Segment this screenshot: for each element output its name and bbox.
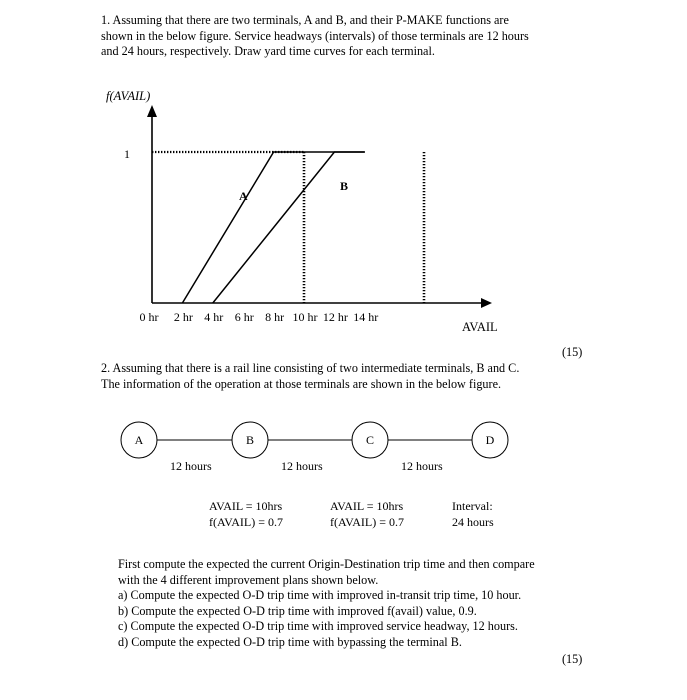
terminal-c-favail: f(AVAIL) = 0.7 (330, 515, 404, 529)
terminal-b-avail: AVAIL = 10hrs (209, 499, 283, 513)
tasks-points: (15) (562, 652, 583, 666)
tasks-intro-line-1: First compute the expected the current Origin-Destination trip time and then compare (118, 557, 535, 571)
y-tick-1: 1 (124, 147, 130, 161)
question-1-line-3: and 24 hours, respectively. Draw yard time curves for each terminal. (101, 44, 435, 58)
terminal-b-label: B (245, 433, 255, 447)
x-tick-label: 14 hr (353, 310, 379, 324)
tasks-intro-line-2: with the 4 different improvement plans shown below. (118, 572, 379, 587)
p-make-graph (0, 0, 687, 345)
task-item-d: d) Compute the expected O-D trip time with bypassing the terminal B. (118, 634, 462, 649)
rail-line-diagram (0, 415, 687, 540)
x-tick-label: 10 hr (292, 310, 318, 324)
x-tick-label: 4 hr (204, 310, 224, 324)
curve-b (213, 152, 365, 303)
curve-b-label: B (340, 179, 349, 193)
terminal-a-label: A (134, 433, 144, 447)
x-tick-label: 0 hr (139, 310, 159, 324)
y-axis-label: f(AVAIL) (106, 89, 151, 103)
segment-b-c-time: 12 hours (281, 459, 323, 473)
x-tick-labels (140, 310, 379, 324)
task-item-c: c) Compute the expected O-D trip time with improved service headway, 12 hours. (118, 619, 518, 633)
x-tick-label: 2 hr (173, 310, 193, 324)
question-1-line-1: 1. Assuming that there are two terminals, A and B, and their P-MAKE functions are (101, 13, 509, 27)
segment-c-d-time: 12 hours (401, 459, 443, 473)
task-item-a: a) Compute the expected O-D trip time with improved in-transit trip time, 10 hour. (118, 588, 522, 602)
segment-a-b-time: 12 hours (170, 459, 212, 473)
x-tick-label: 8 hr (265, 310, 285, 324)
x-tick-label: 12 hr (322, 310, 348, 324)
terminal-b-favail: f(AVAIL) = 0.7 (209, 515, 283, 529)
question-1-line-2: shown in the below figure. Service headways (intervals) of those terminals are 12 hours (101, 28, 529, 43)
question-2-points: (15) (562, 345, 583, 359)
terminal-c-label: C (365, 433, 375, 447)
terminal-c-avail: AVAIL = 10hrs (330, 499, 404, 513)
x-axis-arrow-icon (481, 298, 492, 308)
y-axis-arrow-icon (147, 105, 157, 117)
terminal-d-label: D (485, 433, 495, 447)
curve-a-label: A (239, 189, 248, 203)
terminal-d-interval-value: 24 hours (452, 515, 494, 529)
question-2-line-1: 2. Assuming that there is a rail line consisting of two intermediate terminals, B and C. (101, 361, 520, 375)
tasks-list (118, 557, 598, 650)
terminal-d-interval-label: Interval: (452, 499, 493, 513)
task-item-b: b) Compute the expected O-D trip time with improved f(avail) value, 0.9. (118, 603, 477, 618)
question-2-line-2: The information of the operation at those terminals are shown in the below figure. (101, 377, 502, 391)
x-axis-label: AVAIL (462, 320, 498, 334)
x-tick-label: 6 hr (234, 310, 254, 324)
